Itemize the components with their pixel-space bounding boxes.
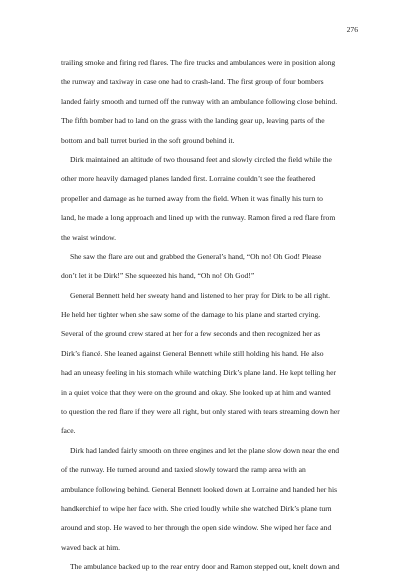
paragraph (61, 557, 357, 576)
text-line: Several of the ground crew stared at her for a few seconds and then recognized her as (61, 329, 321, 339)
paragraph (61, 53, 357, 150)
text-line: The fifth bomber had to land on the grass with the landing gear up, leaving parts of the (61, 116, 325, 126)
text-line: to question the red flare if they were all right, but only stared with tears streaming down her (61, 407, 340, 417)
text-line: of the runway. He turned around and taxied slowly toward the ramp area with an (61, 465, 306, 475)
text-line: waved back at him. (61, 542, 121, 552)
text-line: She saw the flare are out and grabbed the General’s hand, “Oh no! Oh God! Please (70, 251, 322, 261)
text-line: other more heavily damaged planes landed first. Lorraine couldn’t see the feathered (61, 174, 316, 184)
text-line: land, he made a long approach and lined up with the runway. Ramon fired a red flare from (61, 213, 336, 223)
text-line: Dirk’s fiancé. She leaned against General Bennett while still holding his hand. He also (61, 348, 324, 358)
text-line: Dirk had landed fairly smooth on three engines and let the plane slow down near the end (70, 445, 340, 455)
text-line: the waist window. (61, 232, 116, 242)
paragraph (61, 150, 357, 247)
paragraph (61, 247, 357, 286)
text-line: trailing smoke and firing red flares. The fire trucks and ambulances were in position along (61, 58, 336, 67)
text-line: handkerchief to wipe her face with. She cried loudly while she watched Dirk’s plane turn (61, 503, 332, 513)
page-number: 276 (346, 25, 358, 34)
text-line: face. (61, 426, 76, 436)
text-line: Dirk maintained an altitude of two thousand feet and slowly circled the field while the (70, 154, 332, 164)
text-line: don’t let it be Dirk!” She squeezed his hand, “Oh no! Oh God!” (61, 271, 255, 281)
text-line: ambulance following behind. General Bennett looked down at Lorraine and handed her his (61, 484, 338, 494)
text-line: bottom and ball turret buried in the soft ground behind it. (61, 135, 235, 145)
text-line: landed fairly smooth and turned off the runway with an ambulance following close behind. (61, 96, 338, 106)
paragraph (61, 441, 357, 557)
text-line: had an uneasy feeling in his stomach while watching Dirk’s plane land. He kept telling her (61, 368, 336, 378)
text-line: the runway and taxiway in case one had to crash-land. The first group of four bombers (61, 77, 324, 87)
text-line: around and stop. He waved to her through the open side window. She wiped her face and (61, 523, 332, 533)
text-line: He held her tighter when she saw some of the damage to his plane and started crying. (61, 310, 321, 320)
text-line: propeller and damage as he turned away from the field. When it was finally his turn to (61, 193, 323, 203)
text-line: The ambulance backed up to the rear entry door and Ramon stepped out, knelt down and (70, 562, 340, 572)
body-text (61, 53, 357, 577)
text-line: in a quiet voice that they were on the ground and okay. She looked up at him and wanted (61, 387, 331, 397)
text-line: General Bennett held her sweaty hand and listened to her pray for Dirk to be all right. (70, 290, 331, 300)
paragraph (61, 286, 357, 441)
